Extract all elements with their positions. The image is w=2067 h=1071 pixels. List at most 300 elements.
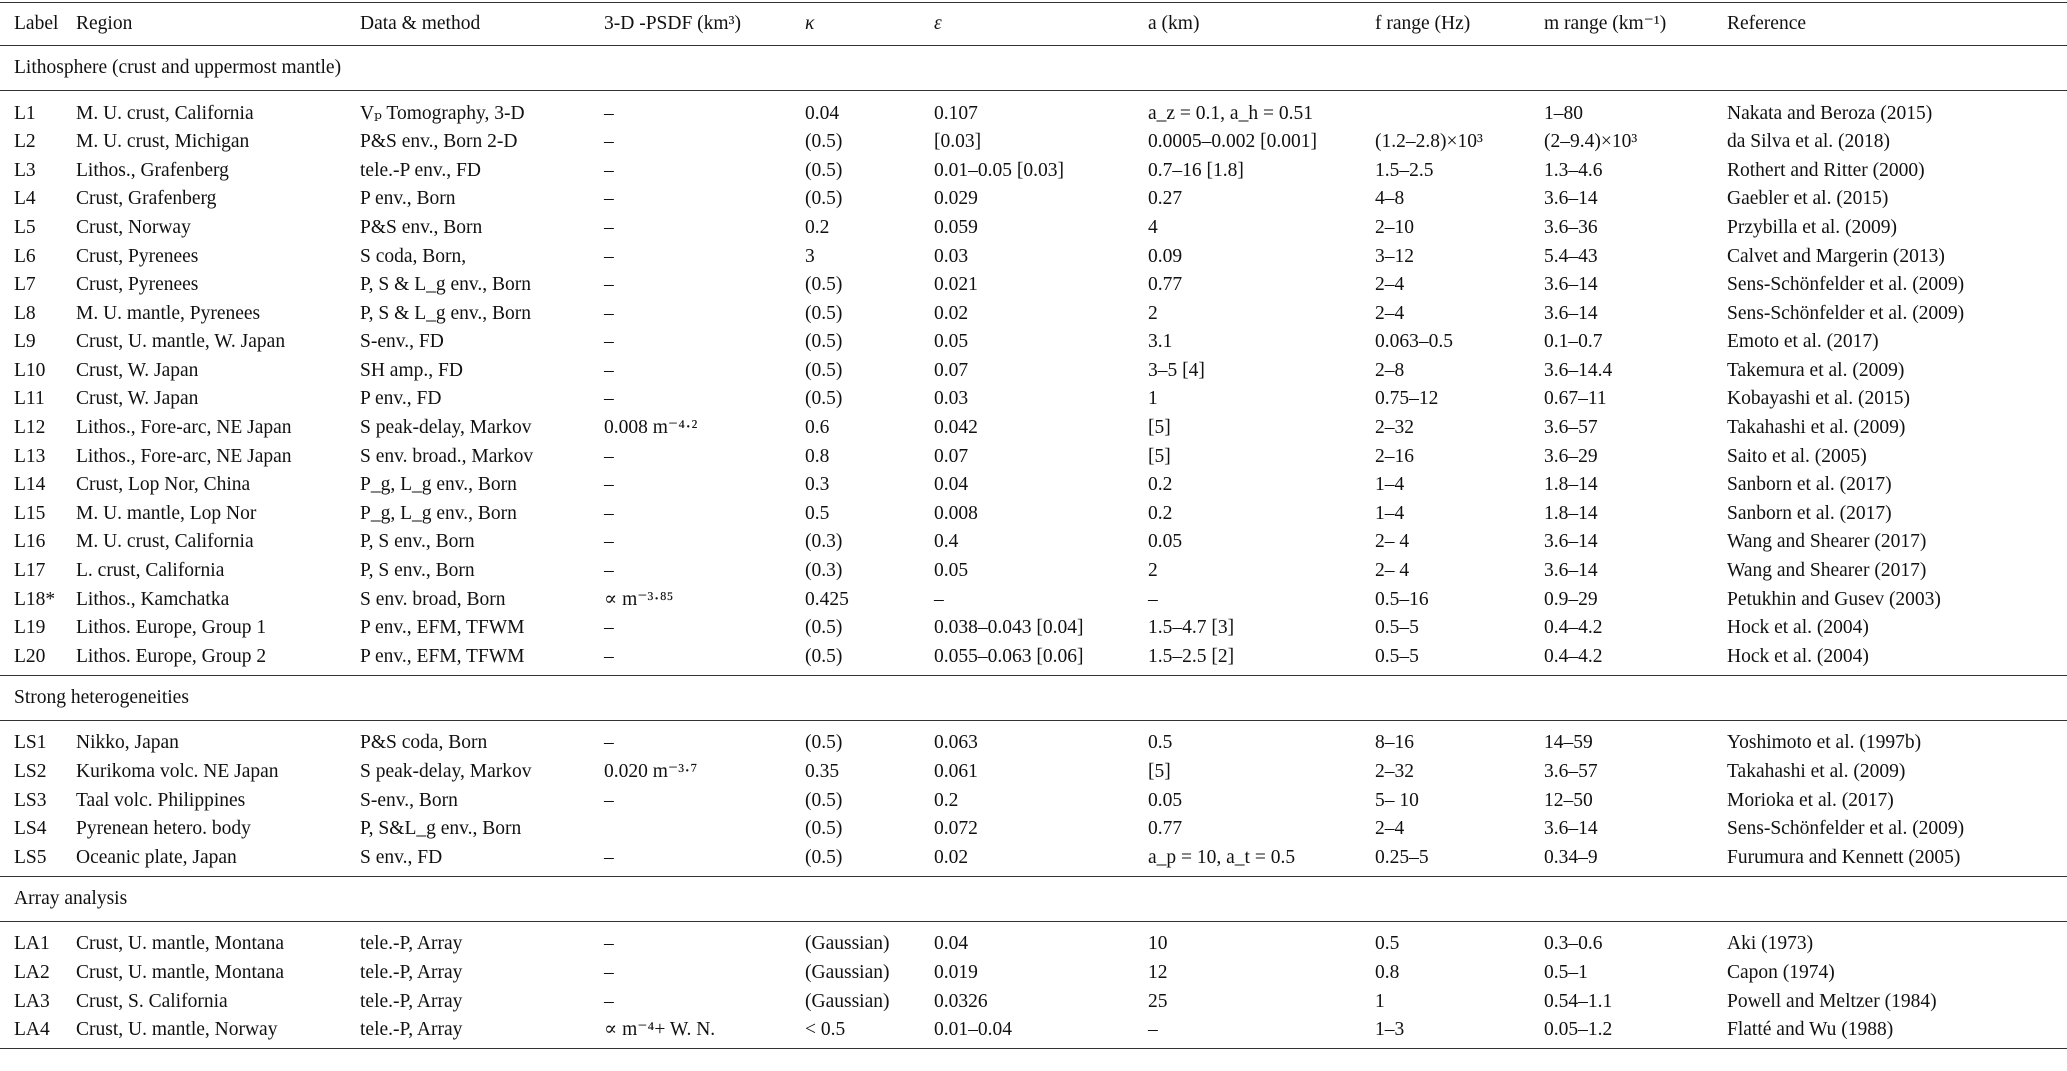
cell-epsilon: 0.03 (934, 245, 969, 267)
cell-region: M. U. crust, California (76, 531, 254, 553)
cell-method: P, S env., Born (360, 531, 475, 553)
cell-f-range: 1–4 (1375, 502, 1405, 524)
cell-region: Nikko, Japan (76, 732, 179, 754)
cell-method: P_g, L_g env., Born (360, 502, 517, 524)
cell-f-range: 1.5–2.5 (1375, 159, 1434, 181)
cell-psdf: 0.008 m⁻⁴·² (604, 417, 698, 439)
cell-reference: Yoshimoto et al. (1997b) (1727, 732, 1922, 754)
cell-label: L4 (14, 188, 36, 210)
cell-region: Crust, U. mantle, Norway (76, 1019, 278, 1041)
cell-reference: Sanborn et al. (2017) (1727, 474, 1892, 496)
cell-reference: Takahashi et al. (2009) (1727, 761, 1906, 783)
cell-epsilon: 0.07 (934, 445, 969, 467)
cell-psdf: – (604, 188, 614, 210)
cell-kappa: 0.425 (805, 588, 849, 610)
cell-label: LS4 (14, 818, 47, 840)
cell-method: tele.-P, Array (360, 933, 463, 955)
cell-kappa: 0.2 (805, 216, 830, 238)
cell-label: LS5 (14, 846, 47, 868)
cell-m-range: 0.5–1 (1544, 961, 1588, 983)
table-row (0, 213, 2067, 242)
cell-method: P, S env., Born (360, 560, 475, 582)
cell-m-range: 12–50 (1544, 789, 1593, 811)
cell-label: L8 (14, 302, 36, 324)
cell-label: LA3 (14, 990, 50, 1012)
cell-m-range: 0.67–11 (1544, 388, 1607, 410)
cell-region: Crust, Norway (76, 216, 191, 238)
header-kappa: κ (791, 3, 920, 46)
cell-kappa: 0.6 (805, 417, 830, 439)
header-epsilon: ε (920, 3, 1134, 46)
section-spacer (0, 720, 2067, 729)
cell-kappa: (0.3) (805, 531, 843, 553)
cell-psdf: – (604, 274, 614, 296)
cell-region: Crust, Pyrenees (76, 274, 199, 296)
cell-kappa: 0.35 (805, 761, 840, 783)
cell-psdf: – (604, 331, 614, 353)
cell-reference: Przybilla et al. (2009) (1727, 216, 1898, 238)
cell-m-range: 14–59 (1544, 732, 1593, 754)
cell-m-range: 0.4–4.2 (1544, 617, 1603, 639)
cell-method: tele.-P, Array (360, 961, 463, 983)
cell-epsilon: 0.0326 (934, 990, 988, 1012)
table-row (0, 185, 2067, 214)
cell-a: 0.77 (1148, 274, 1183, 296)
header-method: Data & method (346, 3, 590, 46)
cell-psdf: – (604, 617, 614, 639)
cell-epsilon: 0.04 (934, 474, 969, 496)
header-f-range: f range (Hz) (1361, 3, 1530, 46)
cell-a: 0.7–16 [1.8] (1148, 159, 1244, 181)
cell-epsilon: 0.03 (934, 388, 969, 410)
cell-label: L16 (14, 531, 46, 553)
table-row (0, 843, 2067, 872)
cell-psdf: – (604, 445, 614, 467)
cell-label: L20 (14, 645, 46, 667)
cell-epsilon: 0.072 (934, 818, 978, 840)
cell-reference: da Silva et al. (2018) (1727, 131, 1890, 153)
cell-kappa: 0.8 (805, 445, 830, 467)
cell-psdf: ∝ m⁻⁴+ W. N. (604, 1019, 716, 1041)
cell-psdf: – (604, 502, 614, 524)
cell-label: L13 (14, 445, 46, 467)
table-row (0, 271, 2067, 300)
table-row (0, 987, 2067, 1016)
cell-method: S env. broad., Markov (360, 445, 534, 467)
cell-label: LA4 (14, 1019, 50, 1041)
cell-method: P env., EFM, TFWM (360, 645, 525, 667)
cell-f-range: 1 (1375, 990, 1385, 1012)
cell-label: L5 (14, 216, 36, 238)
cell-method: P env., FD (360, 388, 442, 410)
cell-kappa: < 0.5 (805, 1019, 846, 1041)
cell-a: 0.09 (1148, 245, 1183, 267)
cell-f-range: 4–8 (1375, 188, 1405, 210)
cell-region: Crust, W. Japan (76, 359, 199, 381)
cell-f-range: 3–12 (1375, 245, 1414, 267)
cell-f-range: 2–16 (1375, 445, 1414, 467)
cell-reference: Sens-Schönfelder et al. (2009) (1727, 302, 1965, 324)
cell-kappa: (0.5) (805, 274, 843, 296)
cell-f-range: 0.5 (1375, 933, 1400, 955)
cell-epsilon: 0.055–0.063 [0.06] (934, 645, 1084, 667)
cell-label: L7 (14, 274, 36, 296)
cell-psdf (590, 815, 791, 844)
table-row (0, 471, 2067, 500)
cell-m-range: 3.6–57 (1544, 417, 1598, 439)
cell-a: 2 (1148, 560, 1158, 582)
cell-f-range: 2– 4 (1375, 560, 1410, 582)
cell-method: Vₚ Tomography, 3-D (360, 102, 525, 124)
cell-method: S-env., FD (360, 331, 444, 353)
cell-epsilon: 0.042 (934, 417, 978, 439)
cell-reference: Takemura et al. (2009) (1727, 359, 1905, 381)
cell-kappa: (0.5) (805, 789, 843, 811)
cell-m-range: (2–9.4)×10³ (1544, 131, 1638, 153)
cell-kappa: (0.5) (805, 732, 843, 754)
cell-kappa: (0.5) (805, 188, 843, 210)
cell-region: Taal volc. Philippines (76, 789, 246, 811)
cell-reference: Nakata and Beroza (2015) (1727, 102, 1933, 124)
table-row (0, 528, 2067, 557)
cell-psdf: ∝ m⁻³·⁸⁵ (604, 588, 674, 610)
cell-label: LS2 (14, 761, 47, 783)
cell-a: 0.05 (1148, 531, 1183, 553)
cell-method: P&S env., Born 2-D (360, 131, 518, 153)
table-row (0, 614, 2067, 643)
cell-m-range: 0.34–9 (1544, 846, 1598, 868)
table-row (0, 757, 2067, 786)
cell-psdf: – (604, 789, 614, 811)
cell-label: L14 (14, 474, 46, 496)
cell-kappa: (0.5) (805, 846, 843, 868)
cell-label: L18* (14, 588, 56, 610)
cell-f-range: 0.063–0.5 (1375, 331, 1453, 353)
cell-m-range: 3.6–14 (1544, 531, 1598, 553)
cell-region: M. U. mantle, Lop Nor (76, 502, 257, 524)
cell-kappa: (0.5) (805, 131, 843, 153)
cell-method: S-env., Born (360, 789, 458, 811)
cell-a: 3–5 [4] (1148, 359, 1205, 381)
cell-epsilon: 0.021 (934, 274, 978, 296)
header-row (0, 3, 2067, 46)
cell-reference: Morioka et al. (2017) (1727, 789, 1894, 811)
cell-epsilon: 0.05 (934, 560, 969, 582)
cell-m-range: 3.6–36 (1544, 216, 1598, 238)
cell-epsilon: 0.061 (934, 761, 978, 783)
cell-a: 2 (1148, 302, 1158, 324)
cell-epsilon: 0.107 (934, 102, 978, 124)
cell-epsilon: 0.029 (934, 188, 978, 210)
cell-epsilon: 0.063 (934, 732, 978, 754)
cell-reference: Wang and Shearer (2017) (1727, 531, 1927, 553)
cell-label: L6 (14, 245, 36, 267)
cell-f-range: 2–4 (1375, 302, 1405, 324)
header-reference: Reference (1713, 3, 2067, 46)
cell-f-range: 0.5–5 (1375, 645, 1419, 667)
scattering-parameters-table (0, 2, 2067, 1049)
cell-region: Lithos., Grafenberg (76, 159, 229, 181)
cell-label: LA1 (14, 933, 50, 955)
cell-label: L11 (14, 388, 45, 410)
cell-f-range: 2–4 (1375, 818, 1405, 840)
cell-region: Pyrenean hetero. body (76, 818, 251, 840)
cell-f-range: 2– 4 (1375, 531, 1410, 553)
table-row (0, 1016, 2067, 1045)
cell-label: LA2 (14, 961, 50, 983)
cell-reference: Rothert and Ritter (2000) (1727, 159, 1925, 181)
cell-m-range: 3.6–14.4 (1544, 359, 1613, 381)
cell-psdf: – (604, 531, 614, 553)
cell-label: L1 (14, 102, 36, 124)
cell-m-range: 3.6–57 (1544, 761, 1598, 783)
cell-a: a_z = 0.1, a_h = 0.51 (1148, 102, 1313, 124)
cell-f-range: 5– 10 (1375, 789, 1419, 811)
cell-region: Oceanic plate, Japan (76, 846, 237, 868)
cell-psdf: – (604, 159, 614, 181)
cell-a: 0.5 (1148, 732, 1173, 754)
cell-psdf: – (604, 560, 614, 582)
cell-a: 4 (1148, 216, 1158, 238)
cell-label: LS1 (14, 732, 47, 754)
cell-f-range: 0.25–5 (1375, 846, 1429, 868)
cell-psdf: – (604, 131, 614, 153)
cell-kappa: 0.04 (805, 102, 840, 124)
cell-epsilon: 0.04 (934, 933, 969, 955)
cell-kappa: (0.5) (805, 359, 843, 381)
cell-label: L12 (14, 417, 46, 439)
cell-epsilon: 0.4 (934, 531, 959, 553)
cell-reference: Sanborn et al. (2017) (1727, 502, 1892, 524)
cell-kappa: (0.5) (805, 617, 843, 639)
cell-method: SH amp., FD (360, 359, 463, 381)
cell-m-range: 0.05–1.2 (1544, 1019, 1613, 1041)
cell-psdf: – (604, 645, 614, 667)
cell-kappa: (0.5) (805, 159, 843, 181)
cell-method: S env., FD (360, 846, 443, 868)
cell-f-range: 2–4 (1375, 274, 1405, 296)
cell-label: L17 (14, 560, 46, 582)
cell-kappa: (Gaussian) (805, 933, 890, 955)
cell-reference: Wang and Shearer (2017) (1727, 560, 1927, 582)
table-row (0, 815, 2067, 844)
cell-epsilon: 0.02 (934, 302, 969, 324)
cell-f-range: 8–16 (1375, 732, 1414, 754)
cell-method: P, S & L_g env., Born (360, 302, 531, 324)
cell-method: tele.-P env., FD (360, 159, 481, 181)
cell-psdf: – (604, 990, 614, 1012)
cell-m-range: 1–80 (1544, 102, 1583, 124)
cell-f-range: 0.5–16 (1375, 588, 1429, 610)
section-spacer (0, 91, 2067, 100)
section-end-spacer (0, 1044, 2067, 1049)
cell-psdf: – (604, 216, 614, 238)
cell-a: [5] (1148, 445, 1171, 467)
cell-psdf: – (604, 961, 614, 983)
cell-epsilon: 0.059 (934, 216, 978, 238)
cell-region: Lithos. Europe, Group 2 (76, 645, 267, 667)
cell-method: S peak-delay, Markov (360, 417, 532, 439)
section-heading-row (0, 675, 2067, 720)
cell-method: P&S env., Born (360, 216, 483, 238)
cell-method: S env. broad, Born (360, 588, 506, 610)
table-row (0, 128, 2067, 157)
cell-kappa: 0.5 (805, 502, 830, 524)
cell-f-range: 0.75–12 (1375, 388, 1439, 410)
cell-psdf: – (604, 933, 614, 955)
cell-epsilon: 0.038–0.043 [0.04] (934, 617, 1084, 639)
header-a: a (km) (1134, 3, 1361, 46)
table-row (0, 242, 2067, 271)
cell-m-range: 0.9–29 (1544, 588, 1598, 610)
cell-a: 10 (1148, 933, 1168, 955)
cell-m-range: 1.3–4.6 (1544, 159, 1603, 181)
cell-region: Lithos., Fore-arc, NE Japan (76, 445, 292, 467)
cell-a: 25 (1148, 990, 1168, 1012)
cell-a: 0.2 (1148, 474, 1173, 496)
cell-reference: Aki (1973) (1727, 933, 1814, 955)
section-spacer (0, 921, 2067, 930)
cell-m-range: 3.6–29 (1544, 445, 1598, 467)
cell-f-range: (1.2–2.8)×10³ (1375, 131, 1483, 153)
cell-method: tele.-P, Array (360, 990, 463, 1012)
cell-reference: Calvet and Margerin (2013) (1727, 245, 1945, 267)
section-title: Array analysis (0, 876, 2067, 921)
cell-region: Crust, W. Japan (76, 388, 199, 410)
cell-region: Crust, U. mantle, Montana (76, 961, 284, 983)
cell-label: L10 (14, 359, 46, 381)
cell-kappa: (0.5) (805, 645, 843, 667)
cell-m-range: 3.6–14 (1544, 818, 1598, 840)
cell-epsilon: 0.05 (934, 331, 969, 353)
cell-epsilon: 0.01–0.04 (934, 1019, 1012, 1041)
cell-method: tele.-P, Array (360, 1019, 463, 1041)
cell-a: [5] (1148, 761, 1171, 783)
cell-m-range: 5.4–43 (1544, 245, 1598, 267)
cell-region: Crust, Lop Nor, China (76, 474, 251, 496)
cell-reference: Hock et al. (2004) (1727, 645, 1869, 667)
cell-m-range: 0.3–0.6 (1544, 933, 1603, 955)
cell-psdf: – (604, 102, 614, 124)
cell-reference: Petukhin and Gusev (2003) (1727, 588, 1941, 610)
cell-psdf: – (604, 245, 614, 267)
table-row (0, 442, 2067, 471)
cell-label: L3 (14, 159, 36, 181)
cell-a: 0.2 (1148, 502, 1173, 524)
table-row (0, 414, 2067, 443)
cell-a: 0.05 (1148, 789, 1183, 811)
cell-reference: Emoto et al. (2017) (1727, 331, 1879, 353)
cell-reference: Kobayashi et al. (2015) (1727, 388, 1911, 410)
cell-a: 1.5–2.5 [2] (1148, 645, 1235, 667)
header-region: Region (62, 3, 346, 46)
cell-region: Lithos., Kamchatka (76, 588, 230, 610)
table-row (0, 585, 2067, 614)
table-row (0, 958, 2067, 987)
cell-epsilon: 0.019 (934, 961, 978, 983)
section-heading-row (0, 46, 2067, 91)
cell-region: Crust, Grafenberg (76, 188, 217, 210)
header-m-range: m range (km⁻¹) (1530, 3, 1713, 46)
cell-epsilon: [0.03] (934, 131, 982, 153)
cell-label: L2 (14, 131, 36, 153)
cell-method: P, S&L_g env., Born (360, 818, 522, 840)
table-row (0, 299, 2067, 328)
cell-a: 0.77 (1148, 818, 1183, 840)
cell-region: Crust, S. California (76, 990, 228, 1012)
cell-psdf: – (604, 474, 614, 496)
cell-region: Lithos., Fore-arc, NE Japan (76, 417, 292, 439)
table-row (0, 557, 2067, 586)
cell-method: P&S coda, Born (360, 732, 488, 754)
table-row (0, 786, 2067, 815)
table-body (0, 46, 2067, 1049)
cell-kappa: (Gaussian) (805, 990, 890, 1012)
cell-reference: Gaebler et al. (2015) (1727, 188, 1889, 210)
section-title: Lithosphere (crust and uppermost mantle) (0, 46, 2067, 91)
cell-m-range: 0.54–1.1 (1544, 990, 1613, 1012)
cell-kappa: (Gaussian) (805, 961, 890, 983)
table-row (0, 499, 2067, 528)
cell-reference: Capon (1974) (1727, 961, 1835, 983)
cell-f-range (1361, 99, 1530, 128)
cell-region: M. U. mantle, Pyrenees (76, 302, 261, 324)
cell-a: 0.27 (1148, 188, 1183, 210)
cell-epsilon: 0.07 (934, 359, 969, 381)
cell-reference: Hock et al. (2004) (1727, 617, 1869, 639)
cell-psdf: – (604, 359, 614, 381)
cell-kappa: (0.5) (805, 302, 843, 324)
cell-f-range: 2–10 (1375, 216, 1414, 238)
cell-m-range: 1.8–14 (1544, 474, 1598, 496)
cell-epsilon: 0.01–0.05 [0.03] (934, 159, 1064, 181)
cell-reference: Powell and Meltzer (1984) (1727, 990, 1937, 1012)
cell-kappa: 3 (805, 245, 815, 267)
cell-epsilon: – (934, 588, 944, 610)
table-row (0, 356, 2067, 385)
cell-a: – (1148, 1019, 1158, 1041)
cell-psdf: – (604, 846, 614, 868)
header-psdf: 3-D -PSDF (km³) (590, 3, 791, 46)
cell-kappa: (0.5) (805, 331, 843, 353)
cell-a: 1 (1148, 388, 1158, 410)
cell-region: Crust, U. mantle, Montana (76, 933, 284, 955)
cell-kappa: (0.3) (805, 560, 843, 582)
cell-region: Crust, Pyrenees (76, 245, 199, 267)
table-row (0, 729, 2067, 758)
cell-reference: Flatté and Wu (1988) (1727, 1019, 1894, 1041)
cell-reference: Takahashi et al. (2009) (1727, 417, 1906, 439)
cell-reference: Saito et al. (2005) (1727, 445, 1867, 467)
section-title: Strong heterogeneities (0, 675, 2067, 720)
cell-f-range: 0.8 (1375, 961, 1400, 983)
cell-f-range: 2–8 (1375, 359, 1405, 381)
table-row (0, 328, 2067, 357)
cell-a: a_p = 10, a_t = 0.5 (1148, 846, 1296, 868)
cell-f-range: 1–3 (1375, 1019, 1405, 1041)
cell-method: P_g, L_g env., Born (360, 474, 517, 496)
cell-epsilon: 0.2 (934, 789, 959, 811)
cell-method: S peak-delay, Markov (360, 761, 532, 783)
cell-a: 12 (1148, 961, 1168, 983)
table-header (0, 3, 2067, 46)
cell-reference: Sens-Schönfelder et al. (2009) (1727, 818, 1965, 840)
cell-label: LS3 (14, 789, 47, 811)
section-heading-row (0, 876, 2067, 921)
cell-reference: Sens-Schönfelder et al. (2009) (1727, 274, 1965, 296)
cell-m-range: 3.6–14 (1544, 560, 1598, 582)
cell-f-range: 1–4 (1375, 474, 1405, 496)
